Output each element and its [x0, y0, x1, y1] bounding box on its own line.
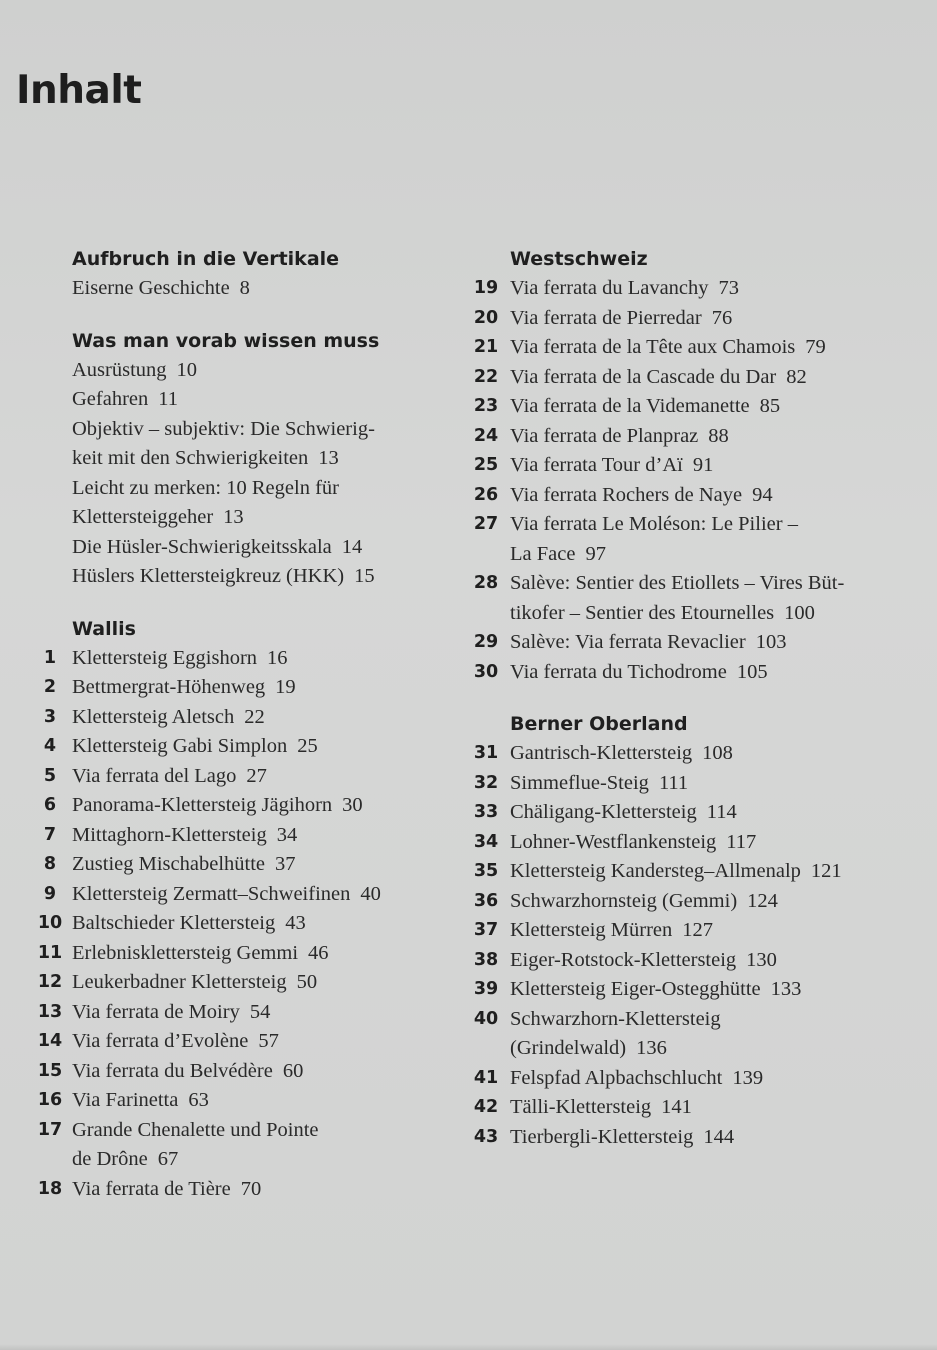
- entry-text: [510, 1093, 902, 1123]
- route-number: 20: [473, 307, 499, 328]
- entry-title: Via Farinetta: [72, 1089, 179, 1111]
- route-number: 36: [473, 890, 499, 911]
- toc-right-column: [462, 244, 902, 1174]
- entry-text: [510, 481, 902, 511]
- page-number: 103: [755, 631, 787, 653]
- entry-text: [510, 333, 902, 363]
- entry-text: [72, 850, 438, 880]
- page-number: 97: [585, 542, 606, 565]
- toc-entry-line: [462, 333, 902, 363]
- page-number: 16: [267, 646, 288, 669]
- toc-entry-line: [462, 451, 902, 481]
- page-number: 19: [275, 676, 296, 698]
- entry-title: Simmeflue-Steig: [510, 771, 649, 794]
- route-number: 26: [473, 484, 499, 505]
- entry-text: [72, 415, 438, 445]
- entry-title: Via ferrata de la Videmanette: [510, 395, 750, 417]
- entry-title: Klettersteig Kandersteg–Allmenalp: [510, 860, 801, 882]
- entry-title: Objektiv – subjektiv: Die Schwierig-: [72, 417, 375, 440]
- entry-text: [510, 1005, 902, 1035]
- entry-title: Via ferrata du Tichodrome: [510, 660, 727, 683]
- route-number: 22: [473, 366, 499, 387]
- toc-section-was-man-vorab-wissen-muss: [28, 326, 438, 592]
- route-number: 9: [43, 883, 57, 904]
- toc-entry-line: [462, 481, 902, 511]
- entry-title: Grande Chenalette und Pointe: [72, 1118, 319, 1141]
- entry-title: Klettersteig Gabi Simplon: [72, 735, 288, 757]
- page-number: 144: [703, 1125, 735, 1148]
- page-number: 57: [258, 1030, 279, 1052]
- toc-entry-line: [28, 821, 438, 851]
- entry-title: Via ferrata Tour d’Aï: [510, 454, 683, 476]
- page-number: 117: [726, 830, 757, 853]
- route-number: [462, 540, 510, 570]
- entry-title: Leicht zu merken: 10 Regeln für: [72, 476, 339, 499]
- page-number: 70: [240, 1177, 262, 1200]
- entry-text: [72, 274, 438, 304]
- entry-text: [72, 1086, 438, 1116]
- route-number: [28, 385, 72, 415]
- entry-title: Via ferrata Rochers de Naye: [510, 483, 743, 506]
- entry-title: Via ferrata de Moiry: [72, 1000, 240, 1023]
- toc-entry-line: [462, 975, 902, 1005]
- section-heading: Westschweiz: [510, 248, 648, 270]
- toc-section-aufbruch-in-die-vertikale: [28, 244, 438, 304]
- entry-title: Via ferrata de la Tête aux Chamois: [510, 336, 796, 358]
- entry-text: [72, 909, 438, 939]
- entry-title: Via ferrata du Lavanchy: [510, 277, 709, 299]
- entry-text: [72, 644, 438, 674]
- route-number: 35: [473, 861, 499, 881]
- route-number: [28, 1145, 72, 1175]
- route-number: 23: [473, 396, 499, 416]
- entry-title: Eiger-Rotstock-Klettersteig: [510, 948, 737, 971]
- route-number: 5: [43, 765, 57, 786]
- toc-entry-line: [462, 769, 902, 799]
- entry-text: [510, 599, 902, 629]
- route-number: 13: [37, 1001, 63, 1022]
- toc-entry-line: [462, 946, 902, 976]
- route-number: 25: [473, 455, 499, 475]
- route-number: [28, 415, 72, 445]
- route-number: [28, 474, 72, 504]
- toc-entry-line: [28, 1145, 438, 1175]
- toc-entry-line: [28, 939, 438, 969]
- route-number: [462, 1034, 510, 1064]
- page-number: 139: [732, 1066, 764, 1089]
- toc-entry-line: [28, 968, 438, 998]
- page-number: 141: [661, 1096, 692, 1118]
- page-title: Inhalt: [16, 68, 142, 113]
- entry-text: [510, 975, 902, 1005]
- entry-text: [72, 385, 438, 415]
- route-number: 43: [473, 1126, 499, 1147]
- route-number: 2: [43, 677, 57, 697]
- entry-text: [510, 946, 902, 976]
- entry-text: [72, 939, 438, 969]
- toc-entry-line: [28, 385, 438, 415]
- toc-entry-line: [28, 1027, 438, 1057]
- section-heading: Berner Oberland: [510, 713, 688, 735]
- page-number: 10: [176, 358, 198, 381]
- entry-text: [510, 916, 902, 946]
- route-number: 24: [473, 425, 499, 446]
- toc-entry-line: [28, 644, 438, 674]
- entry-title: Die Hüsler-Schwierigkeitsskala: [72, 535, 332, 558]
- route-number: 42: [473, 1097, 499, 1117]
- page-number: 8: [239, 277, 250, 299]
- page-number: 27: [246, 764, 267, 787]
- entry-text: [72, 791, 438, 821]
- route-number: 4: [43, 736, 57, 756]
- entry-text: [72, 1145, 438, 1175]
- entry-title: Panorama-Klettersteig Jägihorn: [72, 794, 333, 816]
- toc-entry-line: [462, 828, 902, 858]
- entry-text: [510, 887, 902, 917]
- route-number: 41: [473, 1067, 499, 1088]
- entry-text: [72, 533, 438, 563]
- toc-entry-line: [462, 422, 902, 452]
- entry-title: La Face: [510, 542, 576, 565]
- entry-text: [510, 392, 902, 422]
- entry-title: (Grindelwald): [510, 1037, 627, 1059]
- entry-title: Klettersteig Eiger-Ostegghütte: [510, 978, 761, 1000]
- page-number: 114: [706, 801, 737, 823]
- entry-text: [72, 762, 438, 792]
- route-number: [28, 533, 72, 563]
- toc-entry-line: [462, 392, 902, 422]
- entry-title: Via ferrata d’Evolène: [72, 1030, 249, 1052]
- route-number: 32: [473, 772, 499, 793]
- section-heading: Was man vorab wissen muss: [72, 329, 380, 352]
- route-number: 12: [37, 972, 63, 992]
- toc-entry-line: [462, 798, 902, 828]
- route-number: [28, 444, 72, 474]
- entry-text: [510, 857, 902, 887]
- entry-text: [510, 1123, 902, 1153]
- route-number: [28, 274, 72, 304]
- page-number: 25: [297, 735, 318, 757]
- page-number: 30: [342, 794, 363, 816]
- route-number: 11: [37, 942, 63, 963]
- toc-entry-line: [28, 791, 438, 821]
- entry-text: [72, 732, 438, 762]
- entry-text: [510, 540, 902, 570]
- page-number: 130: [746, 948, 777, 971]
- route-number: 15: [37, 1060, 63, 1081]
- entry-title: Via ferrata Le Moléson: Le Pilier –: [510, 513, 798, 535]
- page-number: 67: [157, 1148, 179, 1170]
- page-number: 40: [360, 882, 381, 905]
- toc-entry-line: [462, 510, 902, 540]
- toc-entry-line: [462, 363, 902, 393]
- entry-title: Via ferrata del Lago: [72, 764, 237, 787]
- page-number: 100: [784, 601, 815, 624]
- route-number: 40: [473, 1008, 499, 1029]
- page-number: 46: [308, 941, 329, 964]
- toc-entry-line: [28, 444, 438, 474]
- toc-entry-line: [462, 274, 902, 304]
- entry-text: [72, 503, 438, 533]
- entry-title: Klettersteiggeher: [72, 506, 214, 528]
- page-edge-shadow: [0, 1344, 937, 1350]
- entry-title: Salève: Sentier des Etiollets – Vires Büt-: [510, 572, 845, 594]
- route-number: 28: [473, 573, 499, 593]
- toc-entry-line: [28, 850, 438, 880]
- section-heading: Wallis: [72, 617, 136, 640]
- entry-text: [510, 510, 902, 540]
- route-number: 18: [37, 1178, 63, 1199]
- page-number: 79: [805, 336, 826, 358]
- entry-title: Mittaghorn-Klettersteig: [72, 823, 267, 846]
- toc-entry-line: [28, 562, 438, 592]
- entry-title: Tälli-Klettersteig: [510, 1096, 652, 1118]
- entry-text: [72, 444, 438, 474]
- toc-entry-line: [462, 628, 902, 658]
- entry-text: [72, 562, 438, 592]
- toc-entry-line: [28, 356, 438, 386]
- toc-section-wallis: [28, 614, 438, 1205]
- toc-left-column: [28, 244, 438, 1226]
- entry-text: [510, 769, 902, 799]
- page-number: 14: [341, 535, 363, 558]
- page-number: 124: [747, 889, 778, 912]
- entry-title: Via ferrata de Pierredar: [510, 306, 702, 329]
- page-number: 73: [718, 277, 740, 299]
- route-number: 6: [43, 795, 57, 815]
- entry-title: Tierbergli-Klettersteig: [510, 1125, 694, 1148]
- toc-entry-line: [28, 703, 438, 733]
- toc-entry-line: [462, 658, 902, 688]
- entry-title: Hüslers Klettersteigkreuz (HKK): [72, 565, 345, 587]
- toc-entry-line: [28, 998, 438, 1028]
- entry-text: [510, 828, 902, 858]
- toc-entry-line: [28, 880, 438, 910]
- toc-entry-line: [462, 1093, 902, 1123]
- page-number: 13: [318, 447, 339, 469]
- entry-text: [72, 703, 438, 733]
- entry-text: [510, 363, 902, 393]
- entry-title: Eiserne Geschichte: [72, 277, 230, 299]
- toc-entry-line: [462, 1005, 902, 1035]
- route-number: 34: [473, 831, 499, 852]
- route-number: 29: [473, 632, 499, 652]
- entry-title: Via ferrata du Belvédère: [72, 1059, 273, 1082]
- route-number: 7: [43, 824, 57, 845]
- route-number: 21: [473, 337, 499, 357]
- route-number: 17: [37, 1119, 63, 1140]
- entry-title: Baltschieder Klettersteig: [72, 912, 276, 934]
- page-number: 43: [285, 912, 306, 934]
- toc-entry-line: [28, 274, 438, 304]
- entry-title: Felspfad Alpbachschlucht: [510, 1066, 723, 1089]
- entry-text: [510, 304, 902, 334]
- page-number: 60: [282, 1059, 304, 1082]
- entry-text: [510, 628, 902, 658]
- route-number: 19: [473, 278, 499, 298]
- entry-text: [72, 1116, 438, 1146]
- page-number: 85: [759, 395, 781, 417]
- toc-entry-line: [28, 673, 438, 703]
- route-number: 8: [43, 854, 57, 874]
- entry-title: Lohner-Westflankensteig: [510, 830, 717, 853]
- entry-title: Zustieg Mischabelhütte: [72, 853, 265, 875]
- entry-text: [510, 569, 902, 599]
- route-number: 38: [473, 949, 499, 970]
- entry-text: [510, 739, 902, 769]
- toc-entry-line: [462, 599, 902, 629]
- toc-entry-line: [462, 1123, 902, 1153]
- toc-entry-line: [28, 732, 438, 762]
- toc-entry-line: [28, 503, 438, 533]
- route-number: 14: [37, 1031, 63, 1051]
- entry-text: [72, 1027, 438, 1057]
- toc-entry-line: [28, 533, 438, 563]
- page-number: 22: [244, 705, 265, 728]
- entry-title: Schwarzhornsteig (Gemmi): [510, 889, 738, 912]
- toc-entry-line: [462, 857, 902, 887]
- entry-title: Schwarzhorn-Klettersteig: [510, 1007, 721, 1030]
- page-number: 105: [736, 660, 768, 683]
- entry-title: Klettersteig Eggishorn: [72, 646, 258, 669]
- page-number: 82: [786, 365, 807, 388]
- page-number: 50: [296, 971, 318, 993]
- page-number: 11: [158, 388, 179, 410]
- entry-title: Via ferrata de la Cascade du Dar: [510, 365, 777, 388]
- page-number: 94: [752, 483, 773, 506]
- page-number: 63: [188, 1089, 209, 1111]
- entry-text: [72, 880, 438, 910]
- page-number: 108: [702, 742, 733, 764]
- entry-text: [72, 474, 438, 504]
- entry-title: Ausrüstung: [72, 358, 167, 381]
- route-number: 30: [473, 661, 499, 682]
- entry-title: Erlebnisklettersteig Gemmi: [72, 941, 299, 964]
- entry-title: Klettersteig Aletsch: [72, 705, 235, 728]
- entry-text: [510, 451, 902, 481]
- page-number: 133: [770, 978, 802, 1000]
- toc-section-berner-oberland: [462, 709, 902, 1152]
- entry-text: [510, 1064, 902, 1094]
- toc-entry-line: [462, 1034, 902, 1064]
- entry-title: Klettersteig Zermatt–Schweifinen: [72, 882, 351, 905]
- toc-entry-line: [28, 415, 438, 445]
- toc-entry-line: [462, 916, 902, 946]
- page-number: 54: [249, 1000, 271, 1023]
- entry-title: Chäligang-Klettersteig: [510, 801, 697, 823]
- route-number: 37: [473, 920, 499, 940]
- page-number: 88: [708, 424, 729, 447]
- entry-title: Leukerbadner Klettersteig: [72, 971, 287, 993]
- entry-title: Gantrisch-Klettersteig: [510, 742, 693, 764]
- toc-entry-line: [462, 569, 902, 599]
- route-number: 1: [43, 647, 57, 668]
- toc-entry-line: [462, 887, 902, 917]
- toc-section-westschweiz: [462, 244, 902, 687]
- page-number: 111: [658, 771, 689, 794]
- entry-text: [72, 968, 438, 998]
- entry-text: [510, 274, 902, 304]
- toc-entry-line: [28, 1116, 438, 1146]
- toc-entry-line: [28, 1175, 438, 1205]
- page-number: 13: [223, 506, 244, 528]
- page-number: 136: [636, 1037, 667, 1059]
- route-number: 27: [473, 514, 499, 534]
- toc-entry-line: [28, 474, 438, 504]
- toc-entry-line: [28, 762, 438, 792]
- entry-text: [72, 1175, 438, 1205]
- route-number: 33: [473, 802, 499, 822]
- toc-entry-line: [462, 1064, 902, 1094]
- page-number: 91: [692, 454, 714, 476]
- entry-title: Salève: Via ferrata Revaclier: [510, 631, 746, 653]
- route-number: 3: [43, 706, 57, 727]
- entry-text: [510, 1034, 902, 1064]
- entry-title: Gefahren: [72, 388, 149, 410]
- entry-text: [72, 821, 438, 851]
- entry-text: [72, 673, 438, 703]
- entry-text: [72, 1057, 438, 1087]
- route-number: [28, 562, 72, 592]
- route-number: [462, 599, 510, 629]
- entry-title: Via ferrata de Planpraz: [510, 424, 699, 447]
- route-number: 39: [473, 979, 499, 999]
- toc-entry-line: [28, 1057, 438, 1087]
- entry-text: [72, 356, 438, 386]
- entry-title: Via ferrata de Tière: [72, 1177, 231, 1200]
- page-number: 34: [276, 823, 298, 846]
- toc-entry-line: [462, 540, 902, 570]
- entry-title: keit mit den Schwierigkeiten: [72, 447, 309, 469]
- route-number: [28, 356, 72, 386]
- route-number: [28, 503, 72, 533]
- toc-entry-line: [28, 909, 438, 939]
- toc-entry-line: [462, 304, 902, 334]
- entry-title: tikofer – Sentier des Etournelles: [510, 601, 775, 624]
- entry-title: Bettmergrat-Höhenweg: [72, 676, 266, 698]
- toc-entry-line: [28, 1086, 438, 1116]
- page-number: 76: [711, 306, 733, 329]
- route-number: 31: [473, 743, 499, 763]
- entry-text: [510, 658, 902, 688]
- entry-text: [72, 998, 438, 1028]
- toc-entry-line: [462, 739, 902, 769]
- route-number: 16: [37, 1090, 63, 1110]
- page-number: 121: [810, 860, 842, 882]
- page-number: 127: [682, 919, 713, 941]
- page-number: 15: [354, 565, 375, 587]
- entry-title: de Drône: [72, 1148, 148, 1170]
- entry-title: Klettersteig Mürren: [510, 919, 673, 941]
- entry-text: [510, 422, 902, 452]
- page-number: 37: [275, 853, 296, 875]
- entry-text: [510, 798, 902, 828]
- section-heading: Aufbruch in die Vertikale: [72, 248, 340, 270]
- route-number: 10: [37, 913, 63, 933]
